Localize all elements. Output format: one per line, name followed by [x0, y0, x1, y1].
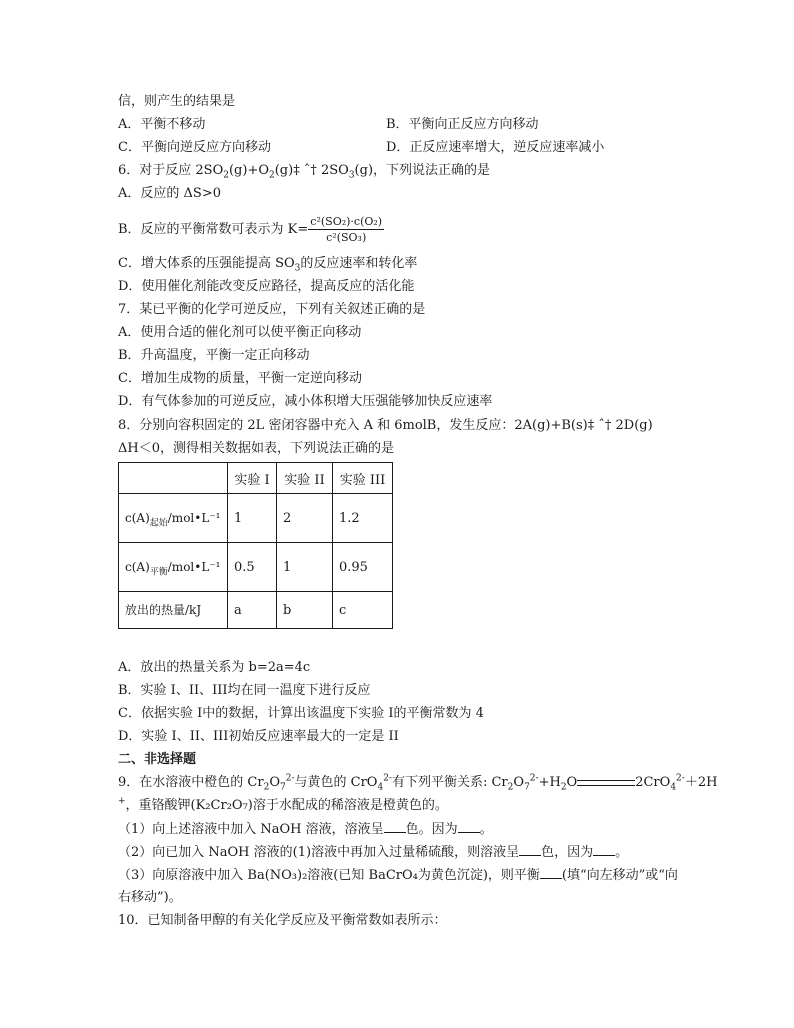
q9-sub1: （1）向上述溶液中加入 NaOH 溶液，溶液呈 色。因为 。 — [118, 822, 493, 837]
q7-option-a: A．使用合适的催化剂可以使平衡正向移动 — [118, 325, 362, 340]
table-header-cell — [119, 463, 228, 494]
table-cell: b — [277, 592, 333, 629]
q7-option-c: C．增加生成物的质量，平衡一定逆向移动 — [118, 371, 362, 386]
q5-option-b: B．平衡向正反应方向移动 — [386, 117, 539, 132]
q8-option-a: A．放出的热量关系为 b=2a=4c — [118, 660, 311, 675]
q8-option-d: D．实验 I、II、III初始反应速率最大的一定是 II — [118, 729, 399, 744]
q7-option-d: D．有气体参加的可逆反应，减小体积增大压强能够加快反应速率 — [118, 394, 493, 409]
table-cell: 0.95 — [333, 543, 393, 592]
q6-option-d: D．使用催化剂能改变反应路径，提高反应的活化能 — [118, 279, 415, 294]
q9-sub3: （3）向原溶液中加入 Ba(NO₃)₂溶液(已知 BaCrO₄为黄色沉淀)，则平衡 (填“向左移动”或“向 — [118, 868, 678, 883]
q6-option-c: C．增大体系的压强能提高 $SO_3$的反应速率和转化率 — [118, 256, 418, 274]
table-header-cell: 实验 III — [333, 463, 393, 494]
table-cell: 1 — [228, 494, 277, 543]
q5-option-c: C．平衡向逆反应方向移动 — [118, 140, 271, 155]
q7-option-b: B．升高温度，平衡一定正向移动 — [118, 348, 310, 363]
table-row-label: $c(A)_{平衡}/mol•L^{-1}$ — [119, 543, 228, 592]
table-cell: c — [333, 592, 393, 629]
answer-blank[interactable] — [519, 843, 541, 856]
q10-stem: 10．已知制备甲醇的有关化学反应及平衡常数如表所示： — [118, 913, 447, 928]
q9-stem-line2: +，重铬酸钾(K₂Cr₂O₇)溶于水配成的稀溶液是橙黄色的。 — [118, 796, 448, 813]
table-row-label: $c(A)_{起始}/mol•L^{-1}$ — [119, 494, 228, 543]
q8-option-c: C．依据实验 I中的数据，计算出该温度下实验 I的平衡常数为 4 — [118, 706, 484, 721]
equilibrium-constant-fraction: $\frac{\text{c²(SO₂)·c(O₂)}}{\text{c²(SO₃)}}$ — [310, 215, 383, 244]
table-header-cell: 实验 II — [277, 463, 333, 494]
q6-stem: 6．对于反应 $2SO_2(g)+O_2(g)\ddagger$ ˆ† $2SO_3(g)$，下列说法正确的是 — [118, 163, 491, 181]
q6-option-a: A．反应的 ΔS>0 — [118, 186, 221, 201]
q9-sub3-cont: 右移动”)。 — [118, 890, 182, 905]
q8-option-b: B．实验 I、II、III均在同一温度下进行反应 — [118, 683, 371, 698]
equilibrium-arrow-icon — [577, 777, 635, 789]
q5-option-d: D．正反应速率增大，逆反应速率减小 — [386, 140, 605, 155]
section-heading: 二、非选择题 — [118, 752, 197, 767]
q8-stem-line2: ΔH＜0，测得相关数据如表，下列说法正确的是 — [118, 441, 394, 456]
q5-option-a: A．平衡不移动 — [118, 117, 206, 132]
table-header-cell: 实验 I — [228, 463, 277, 494]
table-header-row — [119, 463, 393, 494]
table-cell: 2 — [277, 494, 333, 543]
table-cell: a — [228, 592, 277, 629]
q9-stem-line1: 9．在水溶液中橙色的 $Cr_2O_7^{2-}$与黄色的 CrO$_4^{2-}$有下列平衡关系: $Cr_2O_7^{2-}+H_2O$ 2CrO$_4^{2-}$＋2H — [118, 773, 718, 793]
table-cell: 1.2 — [333, 494, 393, 543]
table-row — [119, 592, 393, 629]
q5-stem-end: 信，则产生的结果是 — [118, 94, 236, 109]
answer-blank[interactable] — [540, 866, 562, 879]
table-row — [119, 543, 393, 592]
table-row — [119, 494, 393, 543]
q7-stem: 7．某已平衡的化学可逆反应，下列有关叙述正确的是 — [118, 302, 426, 317]
q8-stem-line1: 8．分别向容积固定的 2L 密闭容器中充入 A 和 6molB，发生反应：2A(g)+B(s)‡ ˆ† 2D(g) — [118, 418, 653, 433]
table-row-label: 放出的热量/kJ — [119, 592, 228, 629]
q9-sub2: （2）向已加入 NaOH 溶液的(1)溶液中再加入过量稀硫酸，则溶液呈 色，因为 。 — [118, 845, 629, 860]
q8-data-table — [118, 462, 393, 629]
q6-option-b: B．反应的平衡常数可表示为 K= $\frac{\text{c²(SO₂)·c(O₂)}}{\text{c²(SO₃)}}$ — [118, 215, 383, 244]
table-cell: 0.5 — [228, 543, 277, 592]
answer-blank[interactable] — [593, 843, 615, 856]
answer-blank[interactable] — [458, 820, 480, 833]
answer-blank[interactable] — [384, 820, 406, 833]
table-cell: 1 — [277, 543, 333, 592]
